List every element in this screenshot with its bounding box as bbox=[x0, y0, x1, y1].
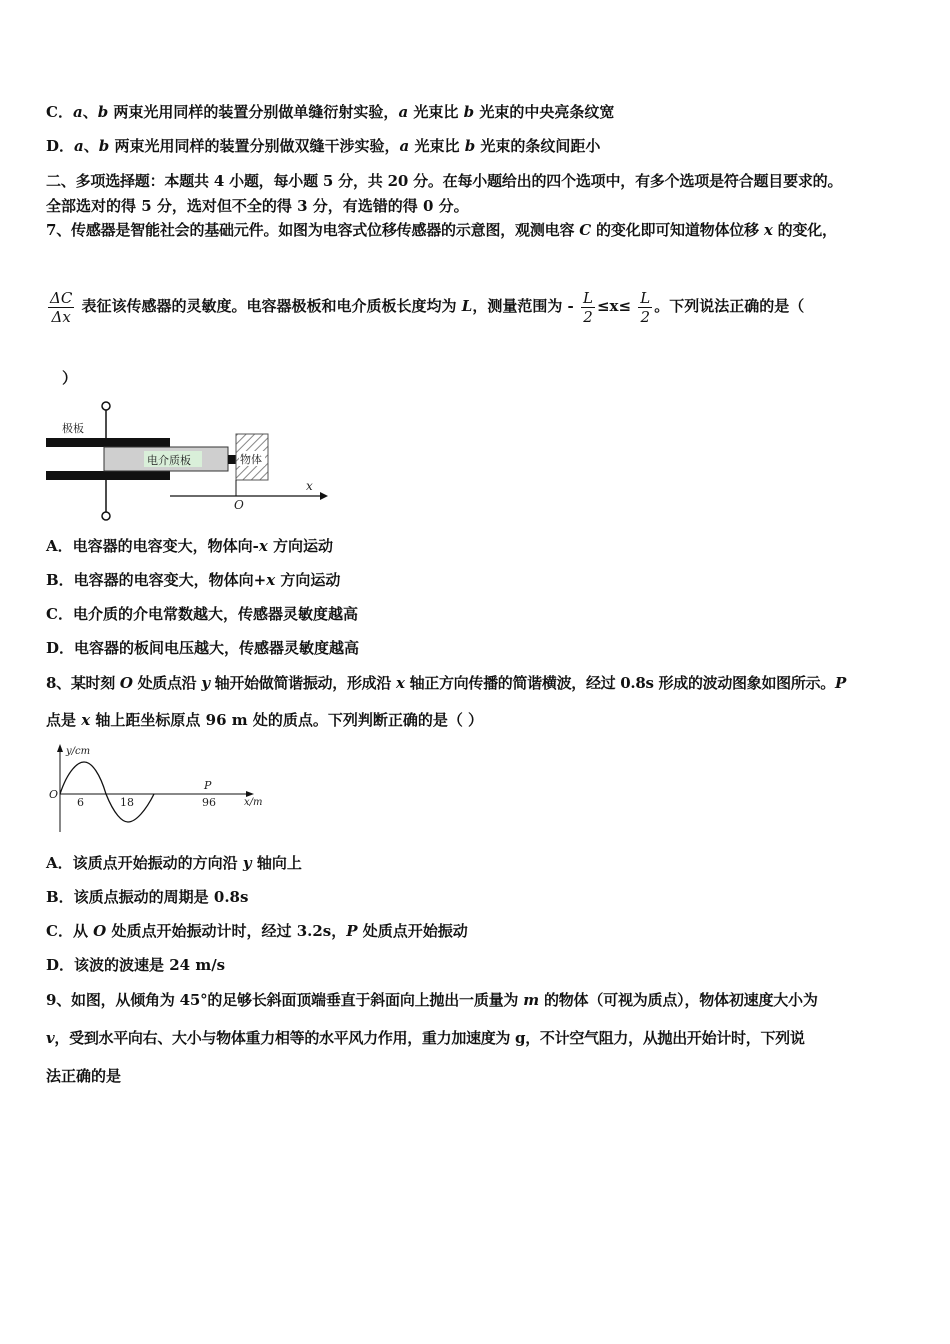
q7-stem-line3: ） bbox=[62, 369, 78, 387]
tick-6: 6 bbox=[77, 796, 84, 809]
object-label: 物体 bbox=[240, 453, 262, 466]
y-axis-arrow bbox=[57, 744, 63, 752]
tick-96: 96 bbox=[202, 796, 216, 809]
x-axis-label: x bbox=[306, 479, 313, 493]
range-upper-fraction: $\frac{L}{2}$ bbox=[640, 288, 651, 326]
wave-curve bbox=[60, 762, 154, 822]
wave-graph bbox=[44, 740, 274, 836]
x-axis-label: x/m bbox=[244, 797, 263, 808]
q6-option-d: D．a、b 两束光用同样的装置分别做双缝干涉实验，a 光束比 b 光束的条纹间距小 bbox=[46, 137, 601, 155]
q7-option-d: D．电容器的板间电压越大，传感器灵敏度越高 bbox=[46, 639, 360, 657]
point-p-label: P bbox=[204, 779, 212, 792]
origin-label: O bbox=[234, 498, 244, 512]
q8-option-a: A．该质点开始振动的方向沿 y 轴向上 bbox=[46, 854, 302, 872]
q9-stem-line1: 9、如图，从倾角为 45°的足够长斜面顶端垂直于斜面向上抛出一质量为 m 的物体（可视为质点），物体初速度大小为 bbox=[46, 991, 818, 1009]
bottom-plate bbox=[46, 471, 170, 480]
q6-option-c: C．a、b 两束光用同样的装置分别做单缝衍射实验，a 光束比 b 光束的中央亮条纹宽 bbox=[46, 103, 615, 121]
q8-stem-line1: 8、某时刻 O 处质点沿 y 轴开始做简谐振动，形成沿 x 轴正方向传播的简谐横波，经过 0.8s 形成的波动图象如图所示。P bbox=[46, 674, 846, 692]
q8-option-d: D．该波的波速是 24 m/s bbox=[46, 956, 226, 974]
plate-label: 极板 bbox=[62, 422, 84, 435]
q7-option-a: A．电容器的电容变大，物体向-x 方向运动 bbox=[46, 537, 334, 555]
tick-18: 18 bbox=[120, 796, 134, 809]
q8-option-b: B．该质点振动的周期是 0.8s bbox=[46, 888, 249, 906]
range-lower-fraction: $\frac{L}{2}$ bbox=[583, 288, 593, 326]
q9-stem-line3: 法正确的是 bbox=[46, 1067, 122, 1085]
bottom-terminal bbox=[102, 512, 110, 520]
origin-label: O bbox=[49, 788, 59, 801]
q7-option-c: C．电介质的介电常数越大，传感器灵敏度越高 bbox=[46, 605, 358, 623]
y-axis-label: y/cm bbox=[66, 746, 91, 757]
sensitivity-fraction: $\frac{\Delta C}{\Delta x}$ bbox=[50, 288, 73, 326]
top-terminal bbox=[102, 402, 110, 410]
dielectric-label: 电介质板 bbox=[147, 454, 191, 467]
q8-stem-line2: 点是 x 轴上距坐标原点 96 m 处的质点。下列判断正确的是（ ） bbox=[46, 711, 484, 729]
x-axis-arrow bbox=[320, 492, 328, 500]
q7-option-b: B．电容器的电容变大，物体向+x 方向运动 bbox=[46, 571, 341, 589]
section2-heading-line2: 全部选对的得 5 分，选对但不全的得 3 分，有选错的得 0 分。 bbox=[46, 197, 469, 215]
q8-option-c: C．从 O 处质点开始振动计时，经过 3.2s，P 处质点开始振动 bbox=[46, 922, 468, 940]
section2-heading-line1: 二、多项选择题：本题共 4 小题，每小题 5 分，共 20 分。在每小题给出的四个选项中，有多个选项是符合题目要求的。 bbox=[46, 172, 843, 190]
q7-stem-line1: 7、传感器是智能社会的基础元件。如图为电容式位移传感器的示意图，观测电容 C 的变化即可知道物体位移 x 的变化， bbox=[46, 221, 837, 239]
q9-stem-line2: v，受到水平向右、大小与物体重力相等的水平风力作用，重力加速度为 g，不计空气阻力，从抛出开始计时，下列说 bbox=[46, 1029, 805, 1047]
capacitor-sensor-diagram bbox=[44, 398, 344, 524]
top-plate bbox=[46, 438, 170, 447]
q7-stem-line2: $\frac{\Delta C}{\Delta x}$ 表征该传感器的灵敏度。电容器极板和电介质板长度均为 L，测量范围为 - $\frac{L}{2}$ ≤x≤ $\frac{L}{2}$ 。下列说法正确的是（ bbox=[50, 288, 805, 326]
